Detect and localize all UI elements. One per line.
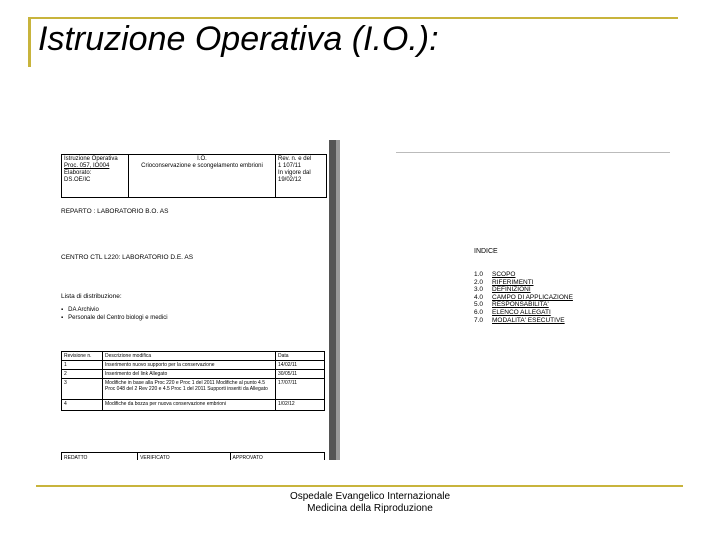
index-link[interactable]: CAMPO DI APPLICAZIONE xyxy=(492,293,573,301)
distribution-item-text: Personale del Centro biologi e medici xyxy=(68,315,168,321)
header-author: DS.OE/IC xyxy=(64,177,91,183)
table-row xyxy=(62,400,325,411)
rev-cell-date: 14/02/11 xyxy=(276,361,325,370)
rev-cell-desc: Modifiche in base alla Proc 220 e Proc 1 del 2011 Modifiche al punto 4.5 Proc 048 del 2 Rev 220 e 4.5 Proc 1 del 2011 Supporti inseriti da Allegato xyxy=(103,379,276,400)
rev-cell-n: 1 xyxy=(62,361,103,370)
header-proc-code[interactable]: Proc. 057, IO004 xyxy=(64,163,110,169)
index-number: 4.0 xyxy=(474,293,484,301)
header-vigore-label: In vigore dal xyxy=(278,170,311,176)
header-elaborato: Elaborato: xyxy=(64,170,92,176)
list-item[interactable] xyxy=(474,301,573,309)
header-doc-type: Istruzione Operativa xyxy=(64,156,118,162)
document-page-right xyxy=(396,152,670,460)
rev-cell-desc: Inserimento del link Allegato xyxy=(103,370,276,379)
slide-footer xyxy=(0,491,720,515)
list-item[interactable] xyxy=(474,309,573,317)
index-number: 2.0 xyxy=(474,278,484,286)
footer-hospital-name: Ospedale Evangelico Internazionale xyxy=(289,491,451,502)
slide-title: Istruzione Operativa (I.O.): xyxy=(38,20,439,58)
rev-cell-date: 30/05/11 xyxy=(276,370,325,379)
table-row xyxy=(62,370,325,379)
header-cell-procedure xyxy=(62,155,129,198)
rev-header-desc: Descrizione modifica xyxy=(103,352,276,361)
header-cell-revision xyxy=(276,155,327,198)
left-accent-rule xyxy=(28,17,31,67)
list-item[interactable] xyxy=(474,279,573,287)
centro-line: CENTRO CTL L220: LABORATORIO D.E. AS xyxy=(61,254,194,261)
index-link[interactable]: RIFERIMENTI xyxy=(492,278,534,286)
list-item[interactable] xyxy=(474,286,573,294)
signature-approvato: APPROVATO xyxy=(230,453,324,461)
rev-cell-date: 1/02/12 xyxy=(276,400,325,411)
header-rev-value: 1 107/11 xyxy=(278,163,301,169)
rev-header-n: Revisione n. xyxy=(62,352,103,361)
rev-header-date: Data xyxy=(276,352,325,361)
index-number: 7.0 xyxy=(474,316,484,324)
index-number: 3.0 xyxy=(474,286,484,294)
index-number: 1.0 xyxy=(474,271,484,278)
signature-table xyxy=(61,452,325,460)
signature-redatto: REDATTO xyxy=(62,453,138,461)
footer-department: Medicina della Riproduzione xyxy=(307,503,433,514)
header-vigore-date: 19/02/12 xyxy=(278,177,302,183)
header-io-label: I.O. xyxy=(197,156,207,162)
rev-cell-desc: Inserimento nuovo supporto per la conservazione xyxy=(103,361,276,370)
header-io-title: Crioconservazione e scongelamento embrioni xyxy=(141,163,263,169)
index-link[interactable]: MODALITA' ESECUTIVE xyxy=(492,316,565,324)
revision-table xyxy=(61,351,325,411)
table-row xyxy=(62,379,325,400)
list-item[interactable] xyxy=(474,294,573,302)
document-screenshot xyxy=(57,140,670,460)
document-header-table xyxy=(61,154,327,198)
rev-cell-date: 17/07/11 xyxy=(276,379,325,400)
bottom-accent-rule xyxy=(36,485,683,487)
header-cell-title xyxy=(129,155,276,198)
rev-cell-desc: Modifiche da bozza per nuova conservazione embrioni xyxy=(103,400,276,411)
signature-verificato: VERIFICATO xyxy=(138,453,230,461)
header-rev-label: Rev. n. e del xyxy=(278,156,312,162)
index-link[interactable]: ELENCO ALLEGATI xyxy=(492,308,551,316)
rev-cell-n: 2 xyxy=(62,370,103,379)
reparto-line: REPARTO : LABORATORIO B.O. AS xyxy=(61,208,169,215)
index-number: 6.0 xyxy=(474,308,484,316)
rev-cell-n: 3 xyxy=(62,379,103,400)
distribution-item: ▪ Personale del Centro biologi e medici xyxy=(61,315,168,321)
distribution-item: ▪ DA Archivio xyxy=(61,307,99,313)
index-list xyxy=(474,271,573,324)
index-number: 5.0 xyxy=(474,301,484,309)
page-shadow xyxy=(329,140,336,460)
index-link[interactable]: DEFINIZIONI xyxy=(492,286,531,294)
table-row xyxy=(62,361,325,370)
document-page-left xyxy=(57,150,329,460)
distribution-list-label: Lista di distribuzione: xyxy=(61,293,122,300)
index-link[interactable]: SCOPO xyxy=(492,271,516,278)
page-shadow-light xyxy=(336,140,340,460)
index-link[interactable]: RESPONSABILITA' xyxy=(492,301,549,309)
list-item[interactable] xyxy=(474,271,573,279)
top-accent-rule xyxy=(28,17,678,19)
distribution-item-text: DA Archivio xyxy=(68,307,99,313)
list-item[interactable] xyxy=(474,317,573,325)
index-title: INDICE xyxy=(474,248,498,255)
rev-cell-n: 4 xyxy=(62,400,103,411)
